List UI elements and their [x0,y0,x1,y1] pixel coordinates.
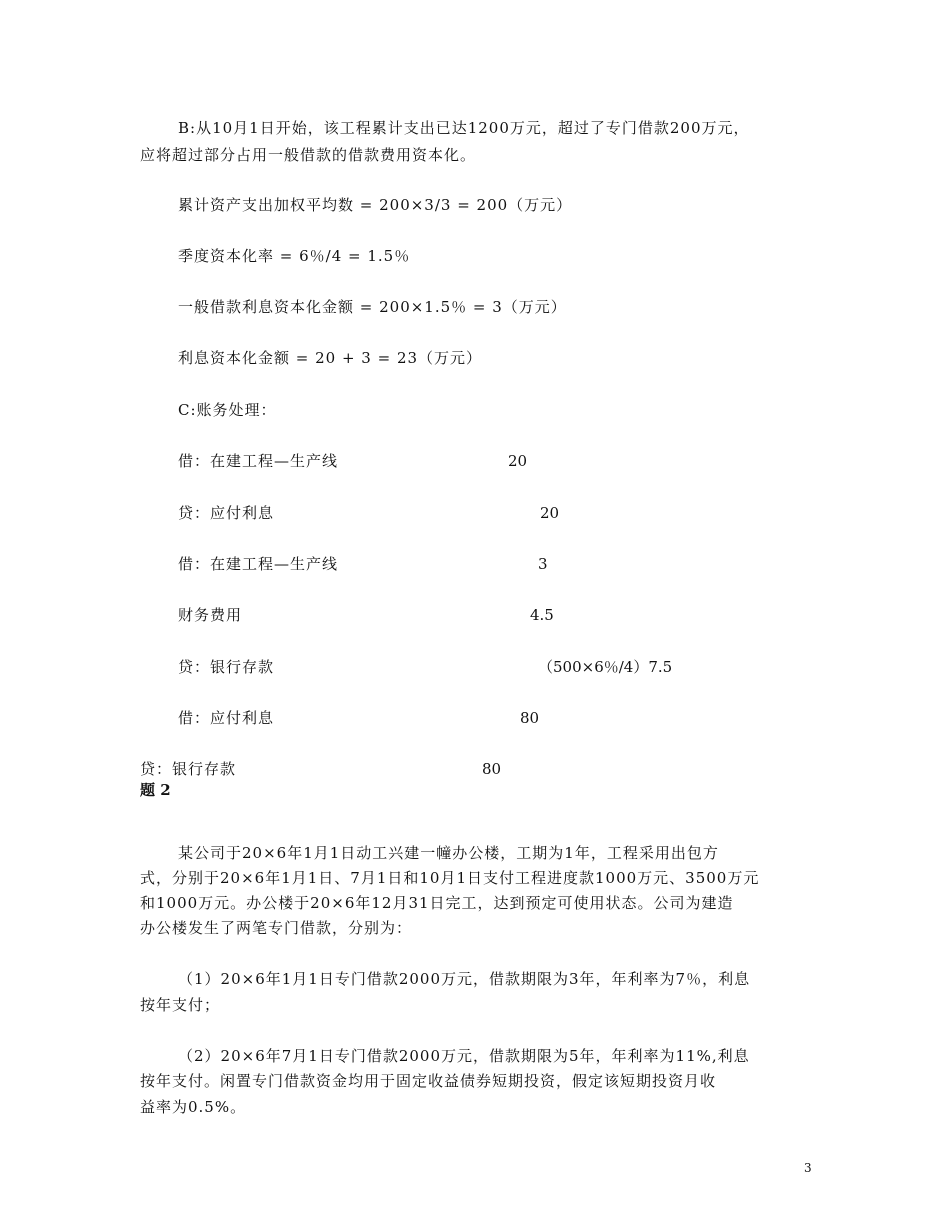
total-interest-calc: 利息资本化金额 = 20 + 3 = 23（万元） [178,349,483,367]
entry-amount: 3 [538,555,548,573]
entry-amount: （500×6％/4）7.5 [538,658,673,676]
section-b-line-1: B:从10月1日开始，该工程累计支出已达1200万元，超过了专门借款200万元， [178,119,750,137]
page-number: 3 [804,1161,812,1175]
entry-label: 借：在建工程—生产线 [178,452,339,470]
question-2-item-1-line: （1）20×6年1月1日专门借款2000万元，借款期限为3年，年利率为7％，利息 [178,970,751,988]
entry-amount: 80 [520,709,540,727]
general-interest-calc: 一般借款利息资本化金额 = 200×1.5％ = 3（万元） [178,298,567,316]
section-c-heading: C:账务处理： [178,401,277,419]
entry-amount: 80 [482,760,502,778]
question-2-item-1-line: 按年支付； [140,996,221,1014]
question-2-para-line: 办公楼发生了两笔专门借款，分别为： [140,919,413,937]
question-2-title: 题 2 [140,781,171,799]
quarter-rate-calc: 季度资本化率 = 6％/4 = 1.5％ [178,247,411,265]
question-2-para-line: 和1000万元。办公楼于20×6年12月31日完工，达到预定可使用状态。公司为建造 [140,894,734,912]
entry-label: 借：应付利息 [178,709,275,727]
question-2-para-line: 式，分别于20×6年1月1日、7月1日和10月1日支付工程进度款1000万元、3500万元 [140,869,760,887]
entry-amount: 20 [540,504,560,522]
entry-label: 贷：银行存款 [178,658,275,676]
entry-amount: 4.5 [530,606,554,624]
section-b-line-2: 应将超过部分占用一般借款的借款费用资本化。 [140,146,477,164]
entry-label: 贷：应付利息 [178,504,275,522]
question-2-item-2-line: 益率为0.5%。 [140,1098,247,1116]
entry-label: 财务费用 [178,606,243,624]
entry-amount: 20 [508,452,528,470]
weighted-average-calc: 累计资产支出加权平均数 = 200×3/3 = 200（万元） [178,196,573,214]
question-2-item-2-line: （2）20×6年7月1日专门借款2000万元，借款期限为5年，年利率为11%,利息 [178,1047,750,1065]
question-2-para-line: 某公司于20×6年1月1日动工兴建一幢办公楼，工期为1年，工程采用出包方 [178,844,719,862]
entry-label: 借：在建工程—生产线 [178,555,339,573]
entry-label: 贷：银行存款 [140,760,237,778]
question-2-item-2-line: 按年支付。闲置专门借款资金均用于固定收益债券短期投资，假定该短期投资月收 [140,1072,717,1090]
